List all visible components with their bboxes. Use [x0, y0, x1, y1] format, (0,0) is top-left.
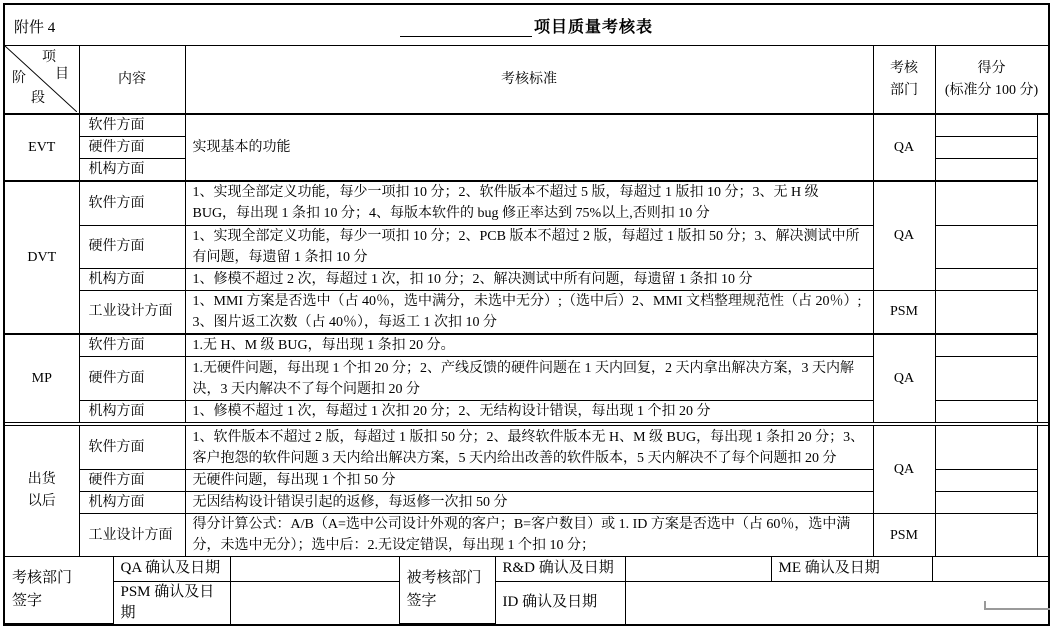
score-cell[interactable]: [935, 334, 1037, 357]
signature-table: [5, 557, 1049, 624]
dvt-dept-psm: PSM: [873, 290, 935, 334]
header-dept-line1: 考核: [890, 60, 918, 76]
header-dept-line2: 部门: [890, 82, 918, 98]
id-confirm-label: ID 确认及日期: [495, 581, 625, 624]
score-gap: [1037, 181, 1048, 225]
score-gap: [1037, 290, 1048, 334]
score-cell[interactable]: [935, 470, 1037, 492]
rd-confirm-cell[interactable]: [625, 557, 771, 581]
mp-aspect-hardware: 硬件方面: [79, 357, 185, 401]
dvt-criteria-hardware: 1、实现全部定义功能，每少一项扣 10 分；2、PCB 版本不超过 2 版，每超过 1 版扣 50 分；3、解决测试中所有问题，每遗留 1 条扣 10 分: [185, 225, 873, 268]
score-cell[interactable]: [935, 426, 1037, 470]
evt-aspect-hardware: 硬件方面: [79, 137, 185, 159]
score-cell[interactable]: [935, 357, 1037, 401]
mp-dept: QA: [873, 334, 935, 423]
header-dept: [873, 46, 935, 114]
assessed-signature-label: [399, 557, 495, 624]
score-cell[interactable]: [935, 268, 1037, 290]
mp-criteria-software: 1.无 H、M 级 BUG，每出现 1 条扣 20 分。: [185, 334, 873, 357]
evt-dept: QA: [873, 114, 935, 181]
corner-header-cell: [5, 46, 79, 114]
header-score-line2: (标准分 100 分): [944, 82, 1039, 98]
corner-label-project-1: 项: [42, 50, 56, 65]
evt-criteria: 实现基本的功能: [185, 114, 873, 181]
score-cell[interactable]: [935, 137, 1037, 159]
assessor-label-line1: 考核部门: [12, 570, 73, 586]
me-confirm-label: ME 确认及日期: [771, 557, 932, 581]
dvt-aspect-software: 软件方面: [79, 181, 185, 225]
rd-confirm-label: R&D 确认及日期: [495, 557, 625, 581]
header-score: [935, 46, 1048, 114]
psm-confirm-label: PSM 确认及日期: [113, 581, 230, 624]
score-gap: [1037, 137, 1048, 159]
qa-confirm-label: QA 确认及日期: [113, 557, 230, 581]
header-content: 内容: [79, 46, 185, 114]
stage-after-shipment-line1: 出货: [27, 472, 56, 487]
ship-aspect-hardware: 硬件方面: [79, 470, 185, 492]
title-row: [5, 5, 1048, 46]
ship-aspect-industrial-design: 工业设计方面: [79, 514, 185, 557]
header-score-line1: 得分: [977, 60, 1006, 76]
assessed-label-line2: 签字: [406, 593, 437, 609]
score-cell[interactable]: [935, 159, 1037, 182]
page-title: 项目质量考核表: [533, 19, 653, 36]
dvt-criteria-industrial-design: 1、MMI 方案是否选中（占 40％，选中满分，未选中无分）;（选中后）2、MMI 文档整理规范性（占 20％）; 3、图片返工次数（占 40％），每返工 1 次扣 10 分: [185, 290, 873, 334]
ship-criteria-mechanical: 无因结构设计错误引起的返修，每返修一次扣 50 分: [185, 492, 873, 514]
main-table: [5, 46, 1049, 423]
psm-confirm-cell[interactable]: [230, 581, 399, 624]
score-gap: [1037, 159, 1048, 182]
score-gap: [1037, 268, 1048, 290]
score-gap: [1037, 401, 1048, 423]
score-cell[interactable]: [935, 492, 1037, 514]
mp-criteria-hardware: 1.无硬件问题，每出现 1 个扣 20 分；2、产线反馈的硬件问题在 1 天内回复，2 天内拿出解决方案，3 天内解决，3 天内解决不了每个问题扣 20 分: [185, 357, 873, 401]
ship-aspect-software: 软件方面: [79, 426, 185, 470]
assessor-label-line2: 签字: [12, 593, 43, 609]
mp-criteria-mechanical: 1、修模不超过 1 次，每超过 1 次扣 20 分；2、无结构设计错误，每出现 1 个扣 20 分: [185, 401, 873, 423]
evt-aspect-mechanical: 机构方面: [79, 159, 185, 182]
stage-after-shipment: [5, 426, 79, 557]
score-cell[interactable]: [935, 225, 1037, 268]
score-gap: [1037, 114, 1048, 137]
dvt-aspect-industrial-design: 工业设计方面: [79, 290, 185, 334]
score-cell[interactable]: [935, 114, 1037, 137]
score-gap: [1037, 225, 1048, 268]
stage-mp: MP: [5, 334, 79, 423]
page-corner-artifact: [984, 601, 1050, 610]
stage-dvt: DVT: [5, 181, 79, 334]
score-gap: [1037, 470, 1048, 492]
dvt-aspect-mechanical: 机构方面: [79, 268, 185, 290]
score-cell[interactable]: [935, 401, 1037, 423]
dvt-criteria-software: 1、实现全部定义功能，每少一项扣 10 分；2、软件版本不超过 5 版，每超过 1 版扣 10 分；3、无 H 级 BUG，每出现 1 条扣 10 分；4、每版本软件的 bug 修正率达到 75%以上,否则扣 10 分: [185, 181, 873, 225]
mp-aspect-software: 软件方面: [79, 334, 185, 357]
corner-label-stage-1: 阶: [12, 71, 26, 86]
assessment-form: [3, 3, 1050, 626]
assessed-label-line1: 被考核部门: [406, 570, 482, 586]
assessor-signature-label: [5, 557, 113, 624]
score-cell[interactable]: [935, 290, 1037, 334]
score-gap: [1037, 426, 1048, 470]
stage-evt: EVT: [5, 114, 79, 181]
ship-criteria-industrial-design: 得分计算公式：A/B（A=选中公司设计外观的客户；B=客户数目）或 1. ID 方案是否选中（占 60％，选中满分，未选中无分）；选中后：2.无设定错误，每出现 1 个扣 10 分；: [185, 514, 873, 557]
title-blank-line: [400, 21, 532, 37]
ship-criteria-software: 1、软件版本不超过 2 版，每超过 1 版扣 50 分；2、最终软件版本无 H、M 级 BUG，每出现 1 条扣 20 分；3、客户抱怨的软件问题 3 天内给出解决方案，5 天内给出改善的软件版本，5 天内解决不了每个问题扣 20 分: [185, 426, 873, 470]
evt-aspect-software: 软件方面: [79, 114, 185, 137]
dvt-aspect-hardware: 硬件方面: [79, 225, 185, 268]
ship-dept-qa: QA: [873, 426, 935, 514]
score-gap: [1037, 492, 1048, 514]
after-shipment-table: [5, 425, 1048, 557]
score-gap: [1037, 334, 1048, 357]
ship-criteria-hardware: 无硬件问题，每出现 1 个扣 50 分: [185, 470, 873, 492]
ship-aspect-mechanical: 机构方面: [79, 492, 185, 514]
corner-label-project-2: 目: [55, 67, 69, 82]
score-cell[interactable]: [935, 514, 1037, 557]
score-cell[interactable]: [935, 181, 1037, 225]
me-confirm-cell[interactable]: [932, 557, 1048, 581]
corner-label-stage-2: 段: [31, 91, 45, 106]
dvt-dept-qa: QA: [873, 181, 935, 290]
ship-dept-psm: PSM: [873, 514, 935, 557]
header-criteria: 考核标准: [185, 46, 873, 114]
mp-aspect-mechanical: 机构方面: [79, 401, 185, 423]
score-gap: [1037, 514, 1048, 557]
dvt-criteria-mechanical: 1、修模不超过 2 次，每超过 1 次，扣 10 分；2、解决测试中所有问题，每遗留 1 条扣 10 分: [185, 268, 873, 290]
qa-confirm-cell[interactable]: [230, 557, 399, 581]
attachment-label: 附件 4: [14, 20, 56, 36]
score-gap: [1037, 357, 1048, 401]
stage-after-shipment-line2: 以后: [27, 494, 56, 509]
